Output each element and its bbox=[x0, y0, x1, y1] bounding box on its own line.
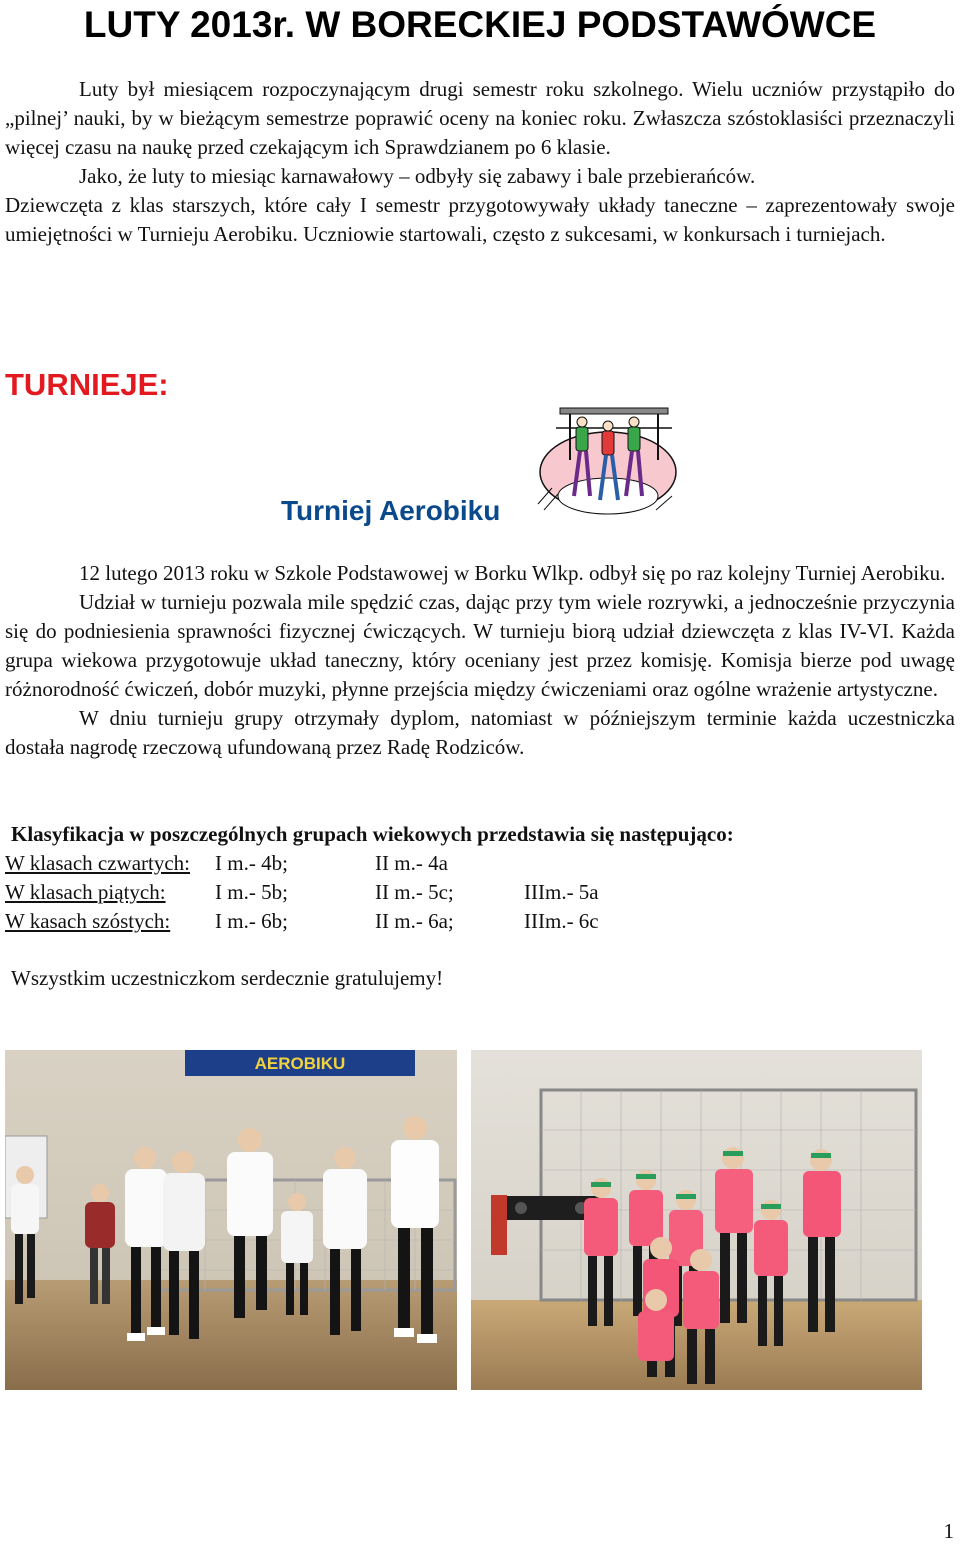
photo-dancers-pink bbox=[471, 1050, 922, 1390]
results-first-place: I m.- 4b; bbox=[215, 851, 288, 875]
sub-heading: Turniej Aerobiku bbox=[281, 495, 501, 526]
results-heading: Klasyfikacja w poszczególnych grupach wiekowych przedstawia się następująco: bbox=[11, 822, 734, 846]
results-third-place: IIIm.- 6c bbox=[524, 909, 599, 933]
page-number: 1 bbox=[943, 1519, 954, 1543]
results-row bbox=[5, 849, 955, 878]
article-paragraph-1: 12 lutego 2013 roku w Szkole Podstawowej w Borku Wlkp. odbył się po raz kolejny Turniej Aerobiku. bbox=[79, 561, 946, 585]
intro-paragraph-3: Dziewczęta z klas starszych, które cały I semestr przygotowywały układy taneczne – zaprezentowały swoje umiejętności w Turnieju Aerobiku. Uczniowie startowali, często z sukcesami, w konkursach i turniejach. bbox=[5, 193, 955, 246]
results-second-place: II m.- 4a bbox=[375, 851, 448, 875]
article-text bbox=[5, 559, 955, 762]
banner-text: AEROBIKU bbox=[254, 1054, 346, 1073]
results-first-place: I m.- 5b; bbox=[215, 880, 288, 904]
article-paragraph-2: Udział w turnieju pozwala mile spędzić czas, dając przy tym wiele rozrywki, a jednocześnie przyczynia się do podniesienia sprawności fizycznej ćwiczących. W turnieju biorą udział dziewczęta z klas IV-VI. Każda grupa wiekowa przygotowuje układ taneczny, który oceniany jest przez komisję. Komisja bierze pod uwagę różnorodność ćwiczeń, dobór muzyki, płynne przejścia między ćwiczeniami oraz ogólne wrażenie artystyczne. bbox=[5, 590, 955, 701]
results-third-place: IIIm.- 5a bbox=[524, 880, 599, 904]
photo-dancers-white bbox=[5, 1050, 457, 1390]
results-row bbox=[5, 878, 955, 907]
intro-text bbox=[5, 75, 955, 249]
aerobics-clipart bbox=[536, 400, 678, 522]
page-title: LUTY 2013r. W BORECKIEJ PODSTAWÓWCE bbox=[83, 4, 877, 45]
intro-paragraph-2: Jako, że luty to miesiąc karnawałowy – odbyły się zabawy i bale przebierańców. bbox=[79, 164, 756, 188]
results-row-label: W klasach piątych: bbox=[5, 880, 166, 904]
results-second-place: II m.- 6a; bbox=[375, 909, 454, 933]
intro-paragraph-1: Luty był miesiącem rozpoczynającym drugi semestr roku szkolnego. Wielu uczniów przystąpiło do „pilnej’ nauki, by w bieżącym semestrze poprawić oceny na koniec roku. Zwłaszcza szóstoklasiści przeznaczyli więcej czasu na naukę przed czekającym ich Sprawdzianem po 6 klasie. bbox=[5, 77, 955, 159]
results-row-label: W kasach szóstych: bbox=[5, 909, 171, 933]
results-row-label: W klasach czwartych: bbox=[5, 851, 191, 875]
congratulations-text: Wszystkim uczestniczkom serdecznie gratulujemy! bbox=[11, 966, 444, 990]
results-second-place: II m.- 5c; bbox=[375, 880, 454, 904]
results-first-place: I m.- 6b; bbox=[215, 909, 288, 933]
section-heading: TURNIEJE: bbox=[5, 367, 169, 402]
article-paragraph-3: W dniu turnieju grupy otrzymały dyplom, natomiast w późniejszym terminie każda uczestniczka dostała nagrodę rzeczową ufundowaną przez Radę Rodziców. bbox=[5, 706, 955, 759]
results-row bbox=[5, 907, 955, 936]
results-section bbox=[5, 820, 955, 936]
